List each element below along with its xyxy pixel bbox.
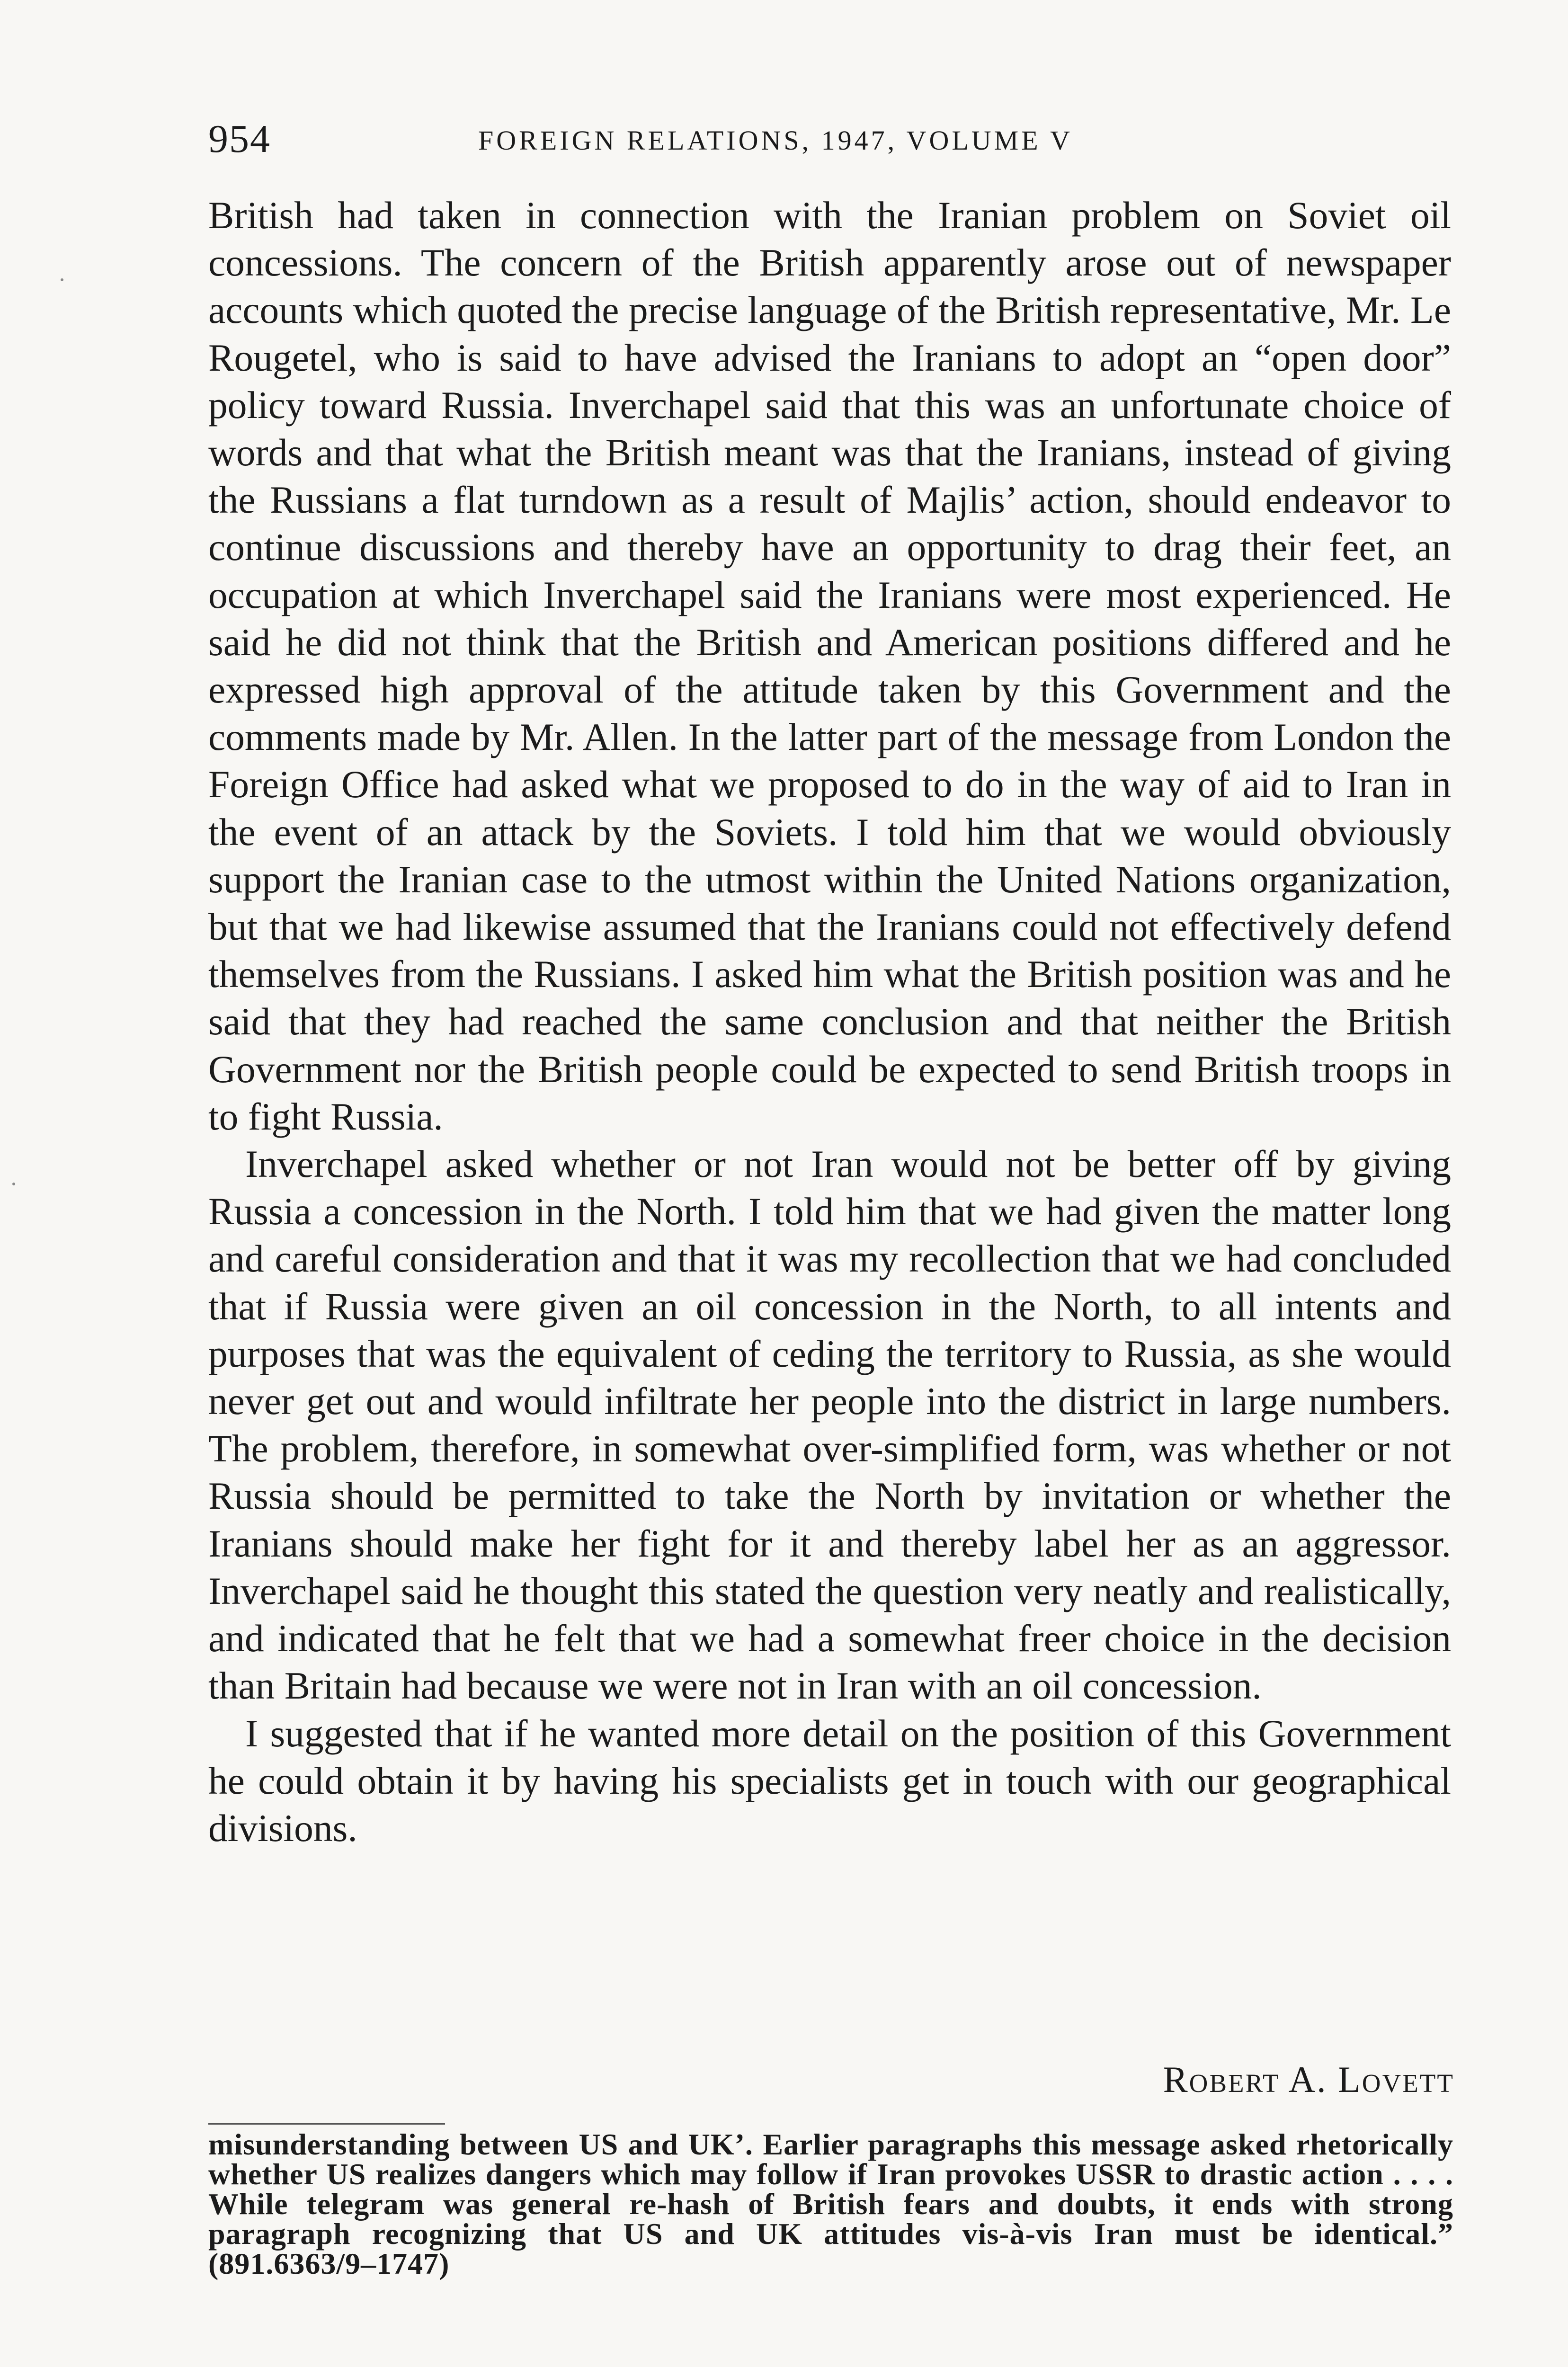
body-text [208,192,1451,1852]
paragraph-2: Inverchapel asked whether or not Iran would not be better off by giving Russia a concession in the North. I told him that we had given the matter long and careful consideration and that it was my recollection that we had concluded that if Russia were given an oil concession in the North, to all intents and purposes that was the equivalent of ceding the territory to Russia, as she would never get out and would infiltrate her people into the district in large numbers. The problem, therefore, in somewhat over-simplified form, was whether or not Russia should be permitted to take the North by invitation or whether the Iranians should make her fight for it and thereby label her as an aggressor. Inverchapel said he thought this stated the question very neatly and realistically, and indicated that he felt that we had a somewhat freer choice in the decision than Britain had because we were not in Iran with an oil concession. [208,1142,1451,1708]
signature: Robert A. Lovett [1163,2059,1454,2100]
page-header [208,116,1453,163]
running-head: FOREIGN RELATIONS, 1947, VOLUME V [478,125,1073,156]
page-number: 954 [208,117,271,161]
footnote-divider [208,2123,445,2125]
paragraph-1: British had taken in connection with the Iranian problem on Soviet oil concessions. The concern of the British apparently arose out of newspaper accounts which quoted the precise language of the British representative, Mr. Le Rougetel, who is said to have advised the Iranians to adopt an “open door” policy toward Russia. Inverchapel said that this was an unfortunate choice of words and that what the British meant was that the Iranians, instead of giving the Russians a flat turndown as a result of Majlis’ action, should endeavor to continue discussions and thereby have an opportunity to drag their feet, an occupation at which Inverchapel said the Iranians were most experienced. He said he did not think that the British and American positions differed and he expressed high approval of the attitude taken by this Government and the comments made by Mr. Allen. In the latter part of the message from London the Foreign Office had asked what we proposed to do in the way of aid to Iran in the event of an attack by the Soviets. I told him that we would obviously support the Iranian case to the utmost within the United Nations organization, but that we had likewise assumed that the Iranians could not effectively defend themselves from the Russians. I asked him what the British position was and he said that they had reached the same conclusion and that neither the British Government nor the British people could be expected to send British troops in to fight Russia. [208,194,1451,1138]
scan-speck [61,278,63,281]
footnote: misunderstanding between US and UK’. Earlier paragraphs this message asked rhetorically whether US realizes dangers which may follow if Iran provokes USSR to drastic action . . . . While telegram was general re-hash of British fears and doubts, it ends with strong paragraph recognizing that US and UK attitudes vis-à-vis Iran must be identical.” (891.6363/9–1747) [208,2127,1453,2280]
scan-speck [12,1183,15,1185]
paragraph-3: I suggested that if he wanted more detail on the position of this Government he could obtain it by having his specialists get in touch with our geographical divisions. [208,1711,1451,1850]
